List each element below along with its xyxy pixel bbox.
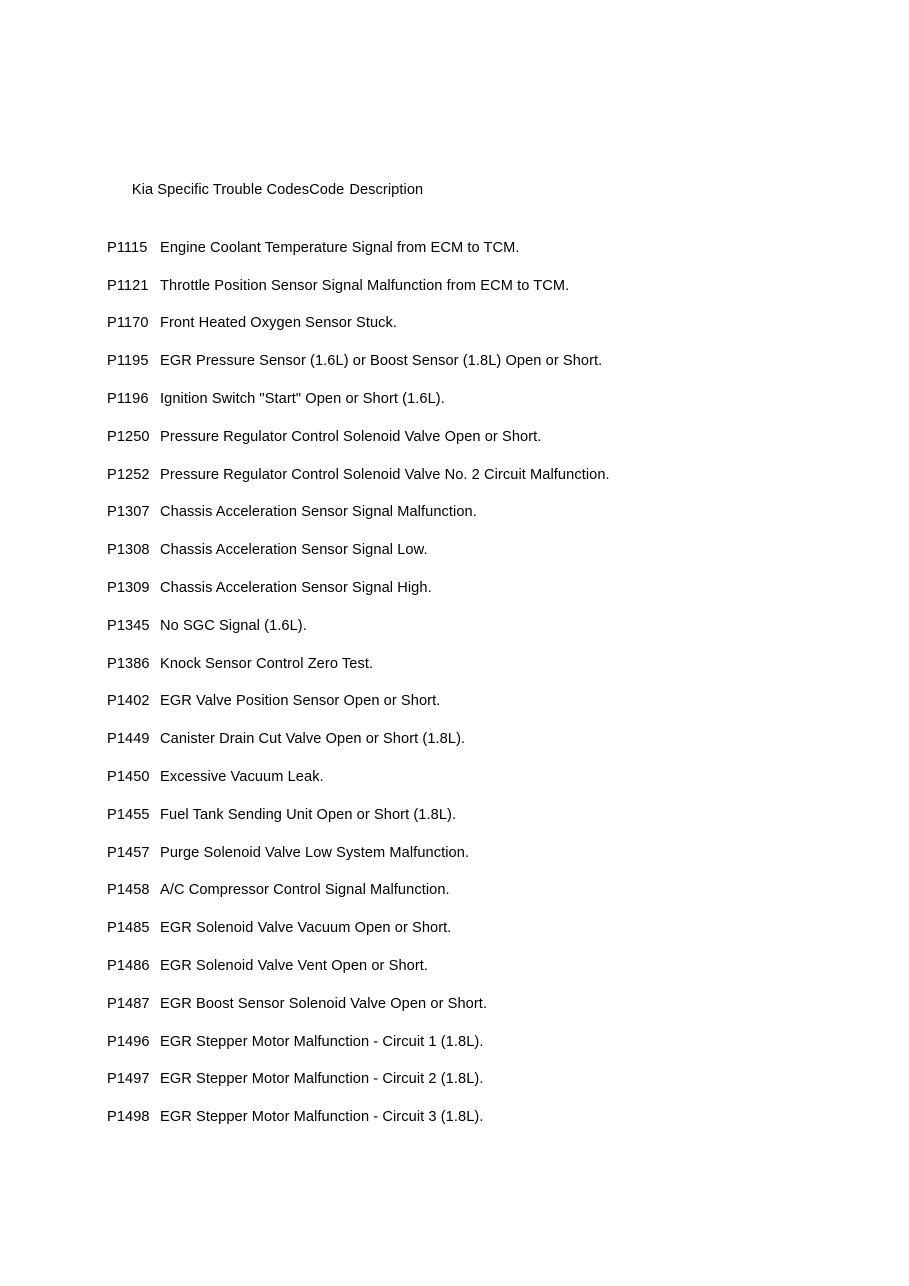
trouble-code: P1487 bbox=[107, 995, 150, 1012]
trouble-code-description: Ignition Switch "Start" Open or Short (1.6L). bbox=[160, 390, 445, 407]
trouble-code: P1250 bbox=[107, 428, 150, 445]
table-row bbox=[107, 691, 847, 729]
table-row bbox=[107, 578, 847, 616]
table-row bbox=[107, 956, 847, 994]
trouble-code-description: Fuel Tank Sending Unit Open or Short (1.8L). bbox=[160, 806, 457, 823]
trouble-code: P1449 bbox=[107, 731, 150, 748]
trouble-code: P1450 bbox=[107, 768, 150, 785]
trouble-code: P1386 bbox=[107, 655, 150, 672]
trouble-code: P1498 bbox=[107, 1109, 150, 1126]
trouble-code-description: Excessive Vacuum Leak. bbox=[160, 768, 324, 785]
table-row bbox=[107, 729, 847, 767]
table-row bbox=[107, 1032, 847, 1070]
table-row bbox=[107, 465, 847, 503]
table-row bbox=[107, 654, 847, 692]
trouble-code: P1309 bbox=[107, 579, 150, 596]
trouble-code-description: Throttle Position Sensor Signal Malfunction from ECM to TCM. bbox=[160, 277, 570, 294]
document-header bbox=[107, 160, 847, 220]
trouble-code-description: EGR Pressure Sensor (1.6L) or Boost Sensor (1.8L) Open or Short. bbox=[160, 353, 603, 370]
trouble-code: P1252 bbox=[107, 466, 150, 483]
trouble-code: P1497 bbox=[107, 1071, 150, 1088]
trouble-code-description: Canister Drain Cut Valve Open or Short (1.8L). bbox=[160, 731, 466, 748]
trouble-code-description: Pressure Regulator Control Solenoid Valve Open or Short. bbox=[160, 428, 542, 445]
table-row bbox=[107, 313, 847, 351]
trouble-code: P1458 bbox=[107, 882, 150, 899]
column-header-description: Description bbox=[349, 182, 424, 198]
trouble-code-description: EGR Stepper Motor Malfunction - Circuit 3 (1.8L). bbox=[160, 1109, 484, 1126]
trouble-code-description: Purge Solenoid Valve Low System Malfunction. bbox=[160, 844, 470, 861]
trouble-code-description: EGR Solenoid Valve Vent Open or Short. bbox=[160, 957, 429, 974]
trouble-code-description: EGR Boost Sensor Solenoid Valve Open or Short. bbox=[160, 995, 488, 1012]
trouble-code: P1457 bbox=[107, 844, 150, 861]
table-row bbox=[107, 351, 847, 389]
table-row bbox=[107, 843, 847, 881]
trouble-code: P1308 bbox=[107, 542, 150, 559]
trouble-code-description: Engine Coolant Temperature Signal from ECM to TCM. bbox=[160, 239, 520, 256]
column-header-code: Code bbox=[309, 182, 345, 198]
table-row bbox=[107, 880, 847, 918]
trouble-code-description: Chassis Acceleration Sensor Signal Malfunction. bbox=[160, 504, 477, 521]
code-rows-container bbox=[107, 238, 847, 1145]
trouble-code: P1307 bbox=[107, 504, 150, 521]
trouble-code-description: Chassis Acceleration Sensor Signal Low. bbox=[160, 542, 428, 559]
trouble-code: P1455 bbox=[107, 806, 150, 823]
trouble-code: P1486 bbox=[107, 957, 150, 974]
trouble-code: P1121 bbox=[107, 277, 149, 294]
trouble-code: P1196 bbox=[107, 390, 149, 407]
table-row bbox=[107, 918, 847, 956]
trouble-code-description: A/C Compressor Control Signal Malfunction. bbox=[160, 882, 450, 899]
trouble-code: P1496 bbox=[107, 1033, 150, 1050]
table-row bbox=[107, 767, 847, 805]
table-row bbox=[107, 276, 847, 314]
trouble-code-description: EGR Stepper Motor Malfunction - Circuit 2 (1.8L). bbox=[160, 1071, 484, 1088]
trouble-code-description: Knock Sensor Control Zero Test. bbox=[160, 655, 374, 672]
trouble-code-description: Pressure Regulator Control Solenoid Valve No. 2 Circuit Malfunction. bbox=[160, 466, 610, 483]
trouble-code: P1170 bbox=[107, 315, 149, 332]
table-row bbox=[107, 540, 847, 578]
table-row bbox=[107, 238, 847, 276]
table-row bbox=[107, 427, 847, 465]
trouble-code: P1402 bbox=[107, 693, 150, 710]
trouble-code: P1485 bbox=[107, 920, 150, 937]
trouble-code: P1345 bbox=[107, 617, 150, 634]
table-row bbox=[107, 1107, 847, 1145]
trouble-code-list bbox=[107, 160, 847, 1145]
trouble-code: P1115 bbox=[107, 239, 148, 256]
table-row bbox=[107, 994, 847, 1032]
trouble-code: P1195 bbox=[107, 353, 149, 370]
trouble-code-description: EGR Valve Position Sensor Open or Short. bbox=[160, 693, 441, 710]
table-row bbox=[107, 805, 847, 843]
trouble-code-description: No SGC Signal (1.6L). bbox=[160, 617, 307, 634]
table-row bbox=[107, 389, 847, 427]
trouble-code-description: Chassis Acceleration Sensor Signal High. bbox=[160, 579, 432, 596]
table-row bbox=[107, 502, 847, 540]
trouble-code-description: EGR Solenoid Valve Vacuum Open or Short. bbox=[160, 920, 452, 937]
trouble-code-description: EGR Stepper Motor Malfunction - Circuit 1 (1.8L). bbox=[160, 1033, 484, 1050]
trouble-code-description: Front Heated Oxygen Sensor Stuck. bbox=[160, 315, 398, 332]
table-row bbox=[107, 1069, 847, 1107]
document-title: Kia Specific Trouble Codes bbox=[131, 182, 310, 198]
table-row bbox=[107, 616, 847, 654]
